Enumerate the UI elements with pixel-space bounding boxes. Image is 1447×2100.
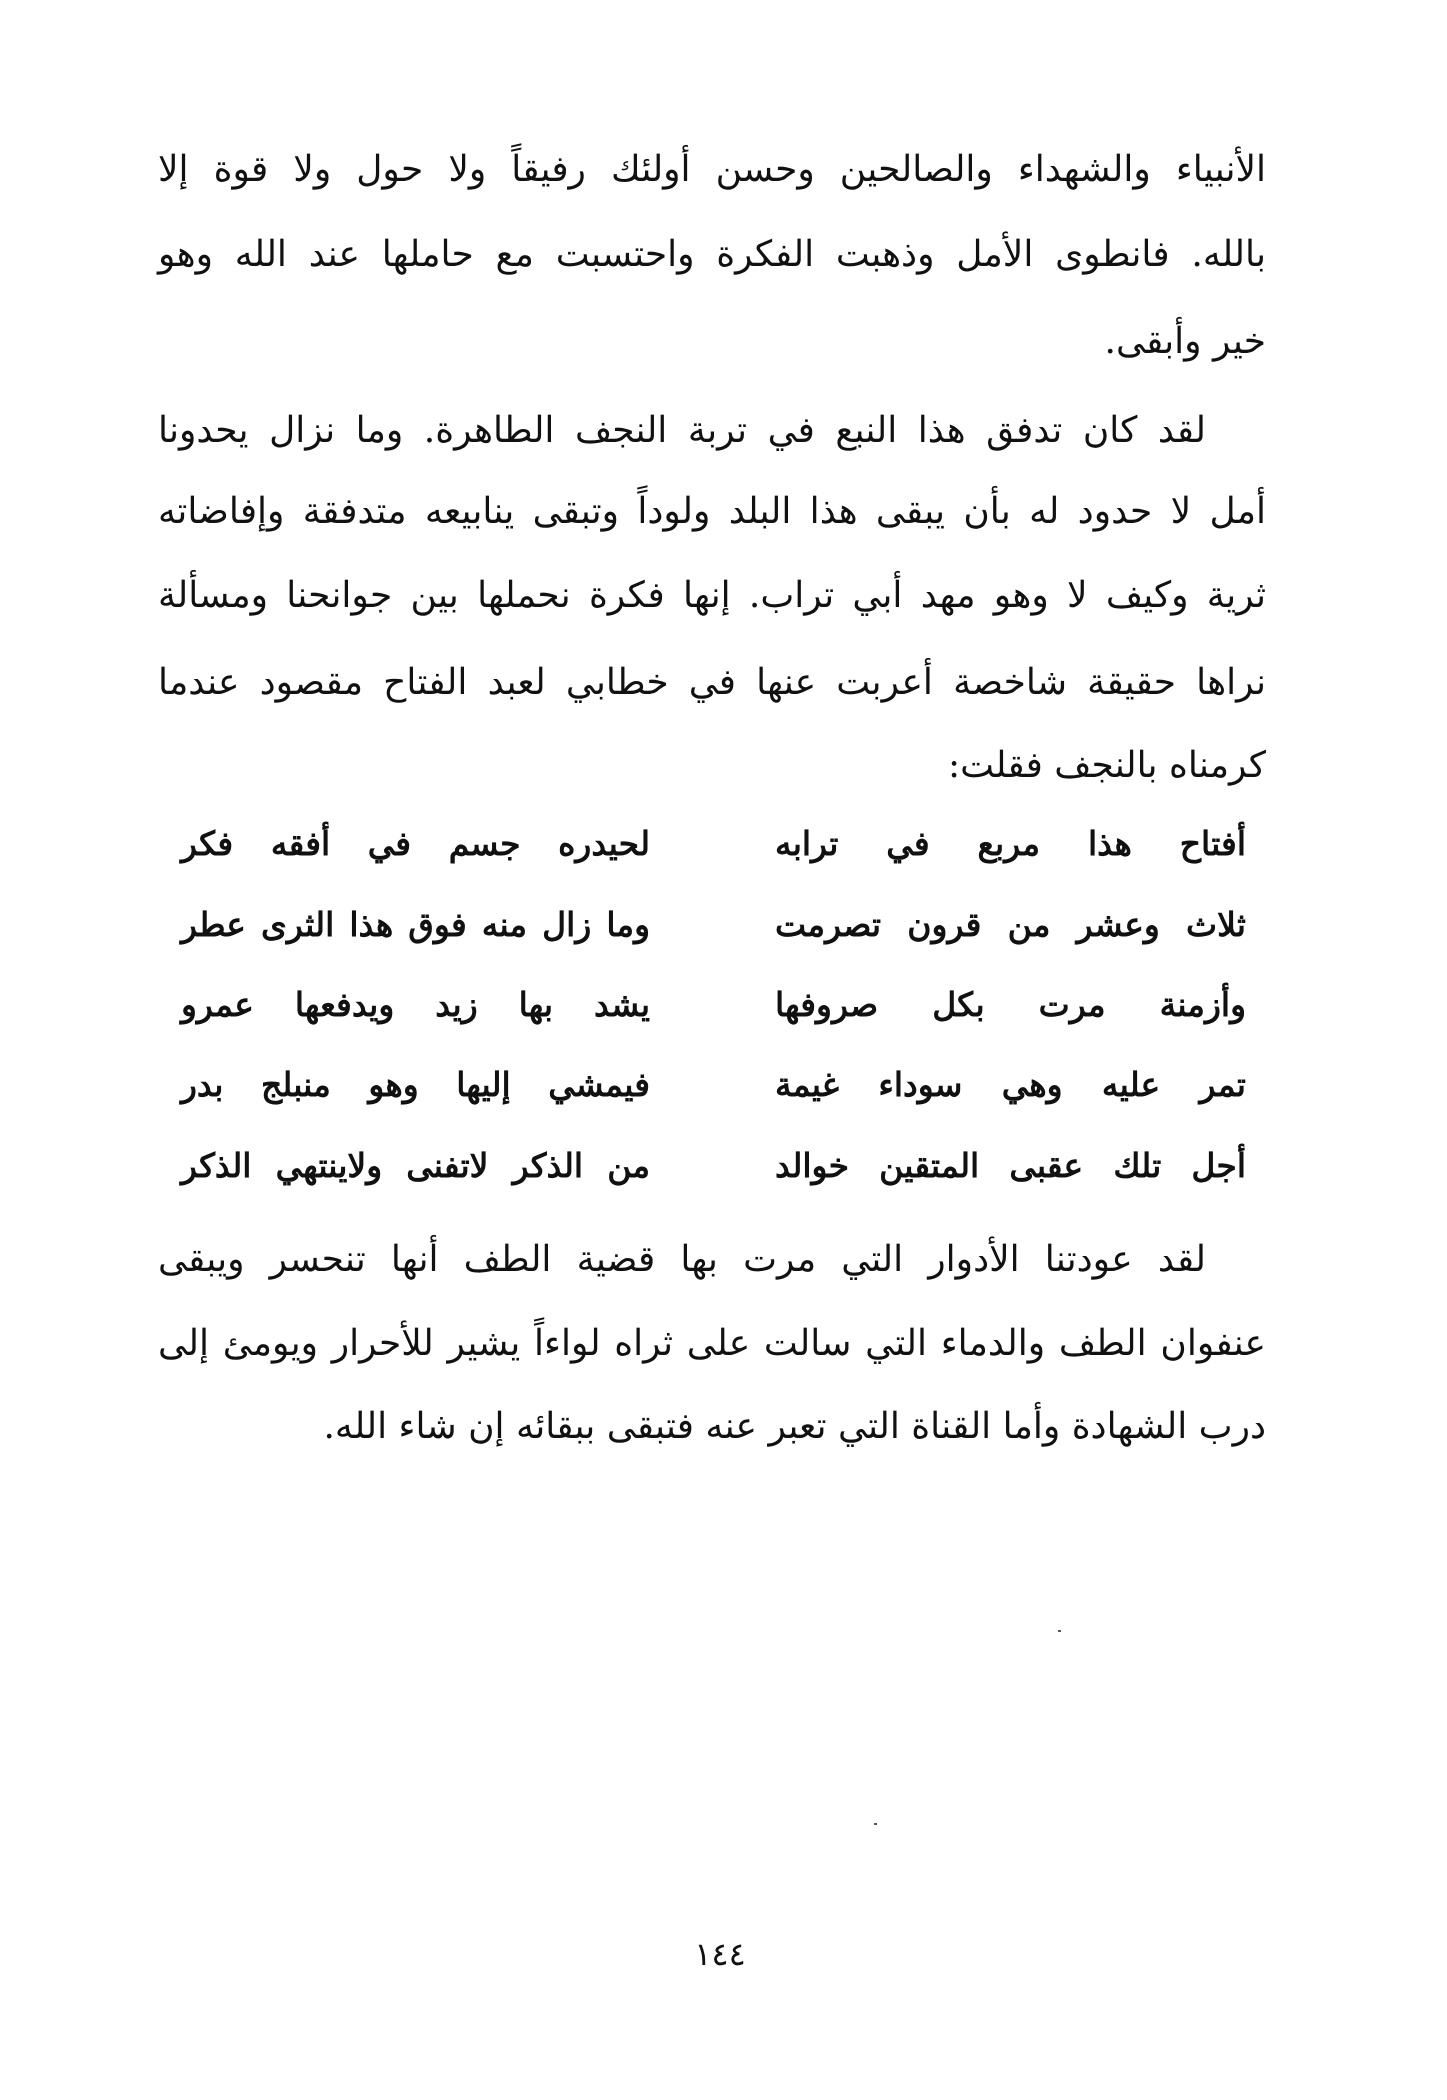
verse-first-hemistich: تمر عليه وهي سوداء غيمة xyxy=(775,1065,1246,1104)
verse-first-hemistich: أجل تلك عقبى المتقين خوالد xyxy=(775,1146,1246,1185)
paragraph-line: عنفوان الطف والدماء التي سالت على ثراه لواءاً يشير للأحرار ويومئ إلى xyxy=(158,1323,1266,1364)
scan-speck xyxy=(1058,1630,1061,1632)
paragraph-line: أمل لا حدود له بأن يبقى هذا البلد ولوداً وتبقى ينابيعه متدفقة وإفاضاته xyxy=(158,491,1266,532)
paragraph-line: خير وأبقى. xyxy=(1104,321,1266,362)
verse-first-hemistich: وأزمنة مرت بكل صروفها xyxy=(775,985,1246,1024)
page-number: ١٤٤ xyxy=(694,1935,746,1973)
paragraph-line: لقد عودتنا الأدوار التي مرت بها قضية الطف أنها تنحسر ويبقى xyxy=(158,1239,1206,1280)
paragraph-line: ثرية وكيف لا وهو مهد أبي تراب. إنها فكرة نحملها بين جوانحنا ومسألة xyxy=(158,575,1266,616)
paragraph-line: لقد كان تدفق هذا النبع في تربة النجف الطاهرة. وما نزال يحدونا xyxy=(158,410,1206,451)
paragraph-line: نراها حقيقة شاخصة أعربت عنها في خطابي لعبد الفتاح مقصود عندما xyxy=(158,662,1266,703)
verse-second-hemistich: من الذكر لاتفنى ولاينتهي الذكر xyxy=(181,1146,650,1185)
verse-first-hemistich: ثلاث وعشر من قرون تصرمت xyxy=(775,905,1246,944)
paragraph-line: بالله. فانطوى الأمل وذهبت الفكرة واحتسبت مع حاملها عند الله وهو xyxy=(158,234,1266,275)
verse-first-hemistich: أفتاح هذا مربع في ترابه xyxy=(775,824,1246,863)
paragraph-line: كرمناه بالنجف فقلت: xyxy=(947,745,1266,786)
paragraph-line: الأنبياء والشهداء والصالحين وحسن أولئك رفيقاً ولا حول ولا قوة إلا xyxy=(158,149,1266,190)
paragraph-line: درب الشهادة وأما القناة التي تعبر عنه فتبقى ببقائه إن شاء الله. xyxy=(323,1406,1266,1447)
verse-second-hemistich: يشد بها زيد ويدفعها عمرو xyxy=(181,985,650,1024)
scan-speck xyxy=(874,1823,877,1825)
verse-second-hemistich: فيمشي إليها وهو منبلج بدر xyxy=(181,1065,650,1104)
verse-second-hemistich: وما زال منه فوق هذا الثرى عطر xyxy=(181,905,650,944)
verse-second-hemistich: لحيدره جسم في أفقه فكر xyxy=(181,824,650,863)
